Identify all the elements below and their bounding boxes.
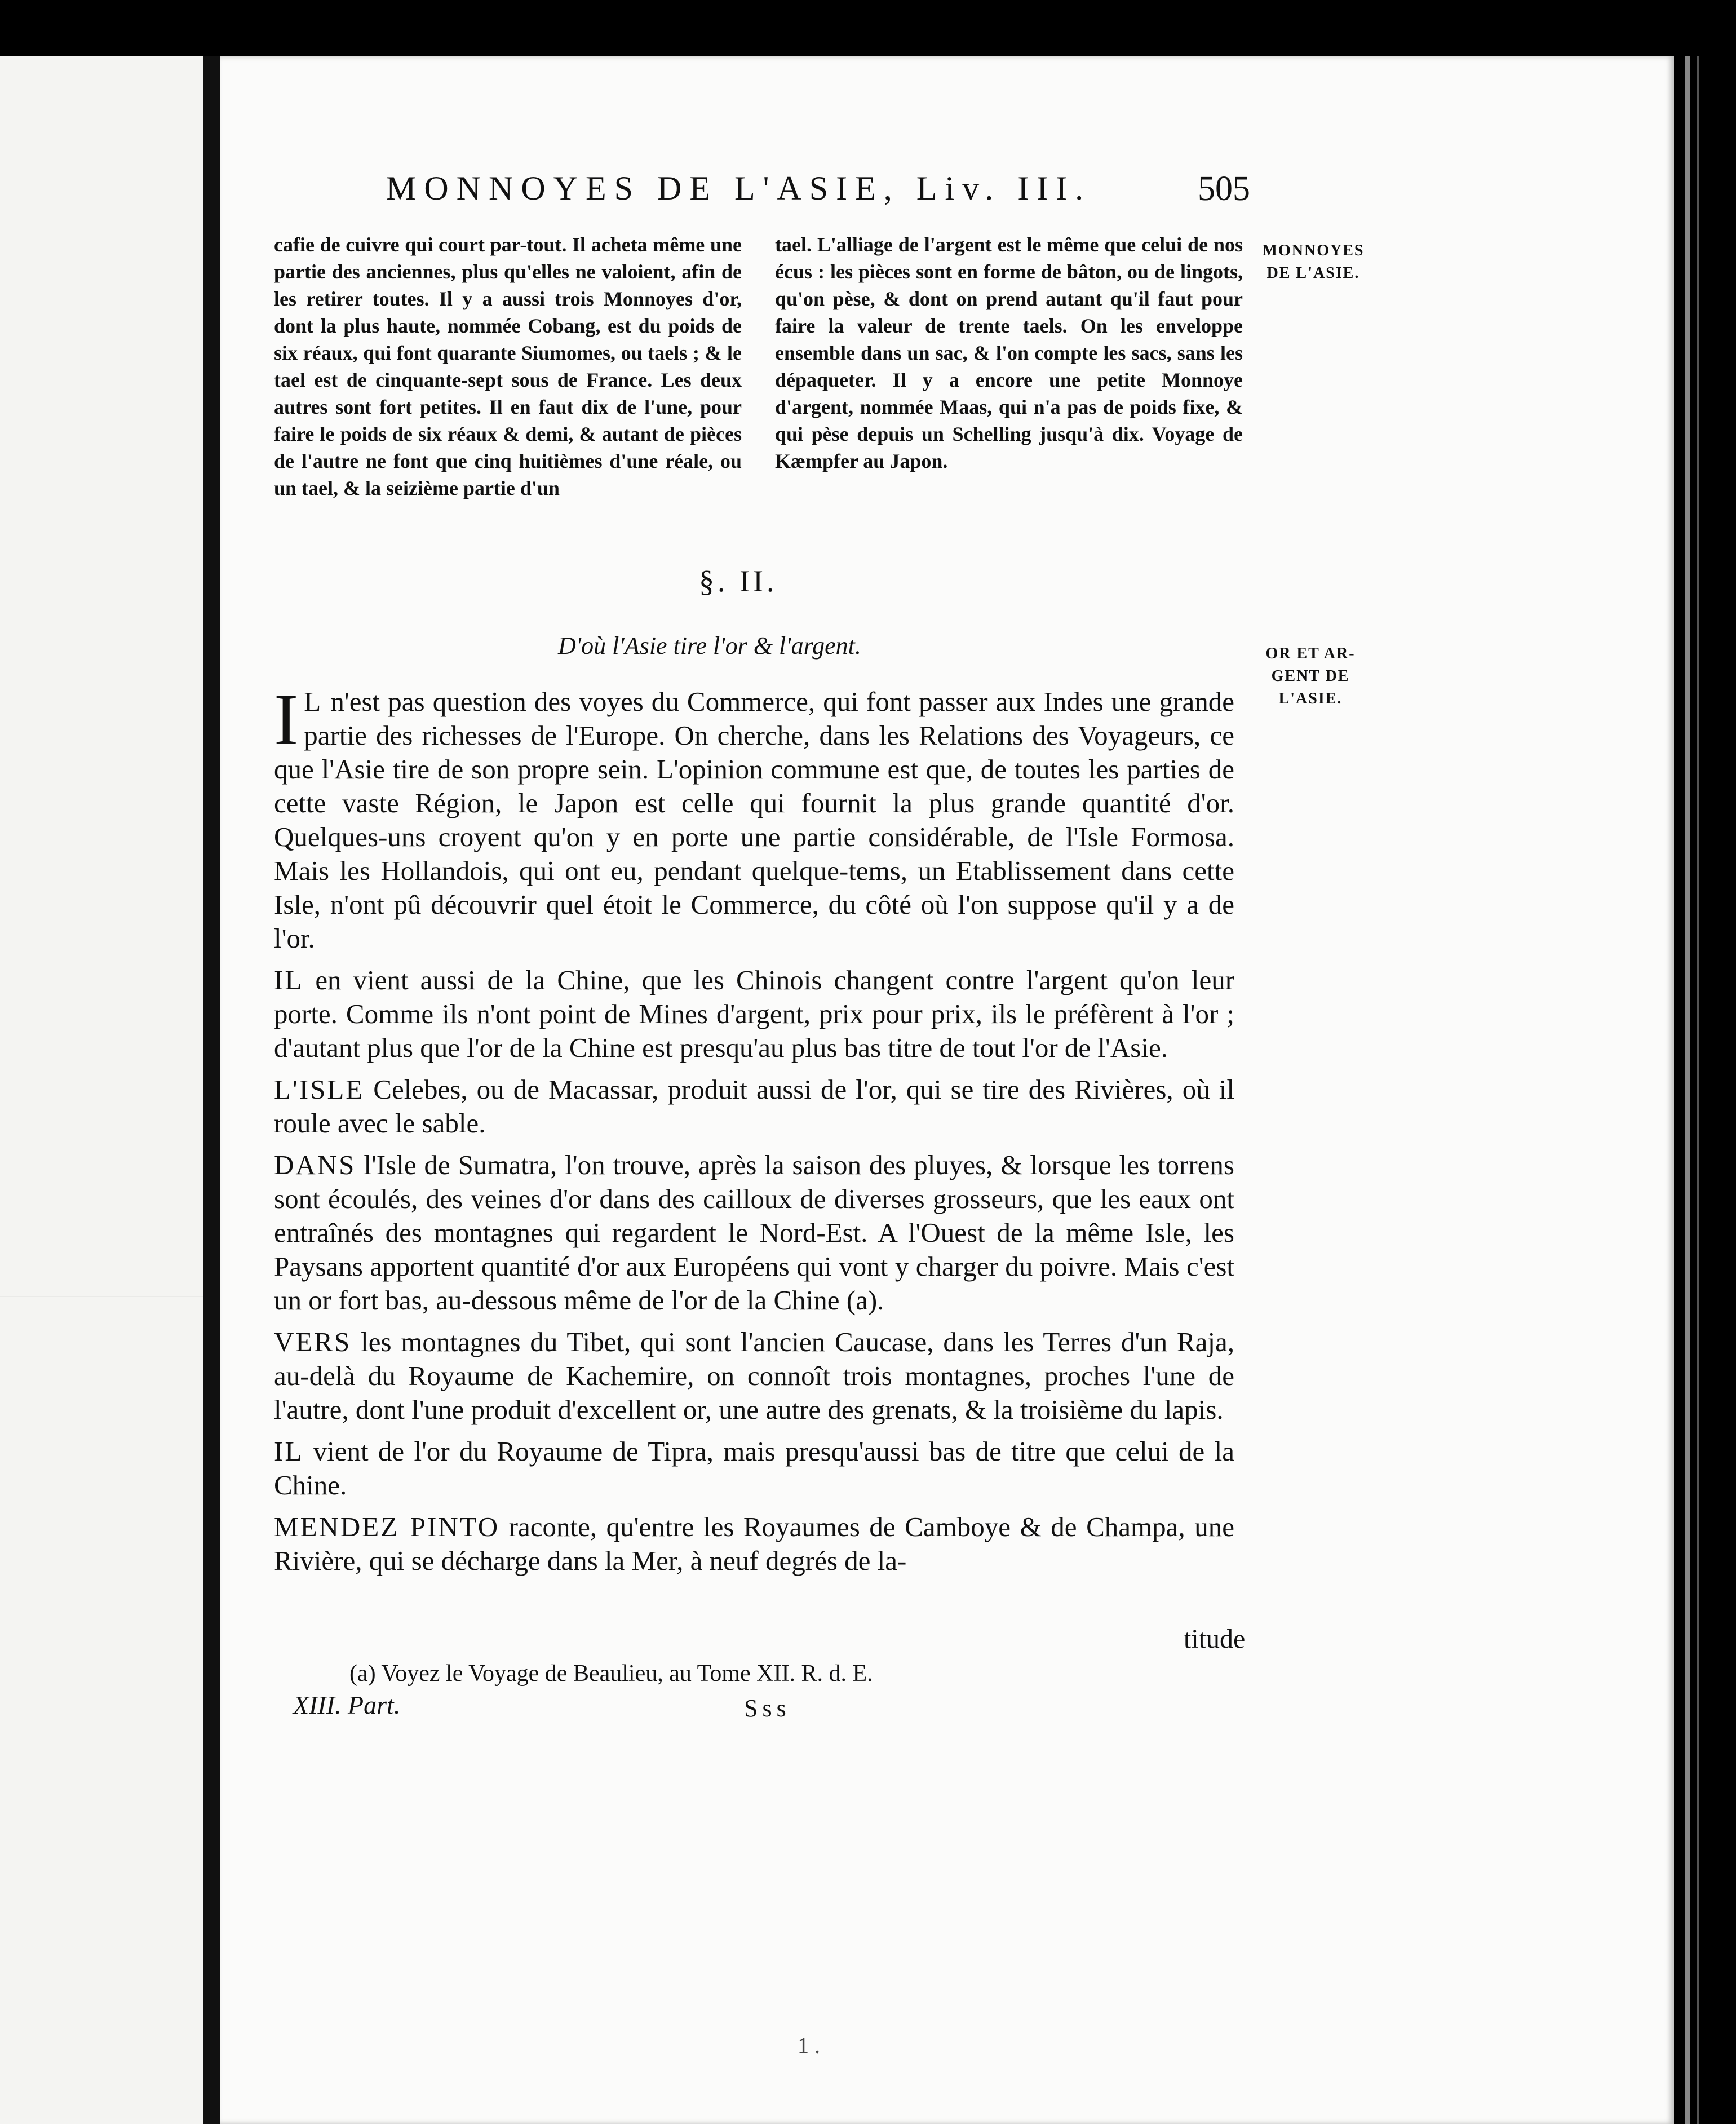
paragraph <box>274 1073 1234 1140</box>
paragraph-text: raconte, qu'entre les Royaumes de Camboye & de Champa, une Rivière, qui se décharge dans la Mer, à neuf degrés de la- <box>274 1511 1234 1576</box>
paragraph <box>274 1510 1234 1578</box>
margin-note-line: L'ASIE. <box>1278 690 1343 707</box>
top-column-left: cafie de cuivre qui court par-tout. Il acheta même une partie des anciennes, plus qu'elles ne valoient, afin de les retirer toutes. Il y a aussi trois Monnoyes d'or, dont la plus haute, nommée Cobang, est du poids de six réaux, qui font quarante Siumomes, ou taels ; & le tael est de cinquante-sept sous de France. Les deux autres sont fort petites. Il en faut dix de l'une, pour faire le poids de six réaux & demi, & autant de pièces de l'autre ne font que cinq huitièmes d'une réale, ou un tael, & la seizième partie d'un <box>274 233 742 499</box>
paragraph-lead: L'ISLE <box>274 1074 365 1105</box>
running-title: MONNOYES DE L'ASIE, Liv. III. <box>386 170 1092 207</box>
paragraph <box>274 1435 1234 1502</box>
paragraph-lead: VERS <box>274 1326 352 1357</box>
margin-note-line: DE L'ASIE. <box>1266 264 1360 282</box>
main-text <box>274 679 1235 1578</box>
paragraph-text: en vient aussi de la Chine, que les Chinois changent contre l'argent qu'on leur porte. Comme ils n'ont point de Mines d'argent, prix pour prix, ils le préfèrent à l'or ; d'autant plus que l'or de la Chine est presqu'au plus bas titre de tout l'or de l'Asie. <box>274 964 1235 1063</box>
drop-cap: I <box>274 679 299 760</box>
margin-note-line: OR ET AR- <box>1265 645 1356 662</box>
section-title: §. II. <box>699 564 778 598</box>
paragraph-text: n'est pas question des voyes du Commerce, qui font passer aux Indes une grande partie des richesses de l'Europe. On cherche, dans les Relations des Voyageurs, ce que l'Asie tire de son propre sein. L'opinion commune est que, de toutes les parties de cette vaste Région, le Japon est celle qui fournit la plus grande quantité d'or. Quelques-uns croyent qu'on y en porte une partie considérable, de l'Isle Formosa. Mais les Hollandois, qui ont eu, pendant quelque-tems, un Etablissement dans cette Isle, n'ont pû découvrir quel étoit le Commerce, du côté où l'on suppose qu'il y a de l'or. <box>274 686 1234 954</box>
paragraph-lead: MENDEZ PINTO <box>274 1511 500 1542</box>
paragraph-text: l'Isle de Sumatra, l'on trouve, après la saison des pluyes, & lorsque les torrens sont écoulés, des veines d'or dans des cailloux de diverses grosseurs, que les eaux ont entraînés des montagnes qui regardent le Nord-Est. A l'Ouest de la même Isle, les Paysans apportent quantité d'or aux Européens qui vont y charger du poivre. Mais c'est un or fort bas, au-dessous même de l'or de la Chine (a). <box>274 1149 1234 1316</box>
bottom-mark: 1 . <box>798 2033 820 2058</box>
margin-note-line: GENT DE <box>1271 667 1350 685</box>
paragraph <box>274 1325 1234 1427</box>
paragraph-text: les montagnes du Tibet, qui sont l'ancien Caucase, dans les Terres d'un Raja, au-delà du Royaume de Kachemire, on connoît trois montagnes, proches l'une de l'autre, dont l'une produit d'excellent or, une autre des grenats, & la troisième du lapis. <box>274 1326 1234 1425</box>
signature-mark: XIII. Part. <box>293 1691 401 1719</box>
top-column-right: tael. L'alliage de l'argent est le même que celui de nos écus : les pièces sont en forme de bâton, ou de lingots, qu'on pèse, & dont on prend autant qu'il faut pour faire la valeur de trente taels. On les enveloppe ensemble dans un sac, & l'on compte les sacs, sans les dépaqueter. Il y a encore une petite Monnoye d'argent, nommée Maas, qui n'a pas de poids fixe, & qui pèse depuis un Schelling jusqu'à dix. Voyage de Kæmpfer au Japon. <box>775 233 1243 472</box>
section-subtitle: D'où l'Asie tire l'or & l'argent. <box>558 632 861 660</box>
page-edge <box>1674 56 1736 2124</box>
paragraph <box>274 679 1234 955</box>
margin-note-or-et-argent <box>1243 643 1378 710</box>
page-number: 505 <box>1198 170 1250 208</box>
paragraph-lead: DANS <box>274 1149 356 1180</box>
paragraph-text: vient de l'or du Royaume de Tipra, mais presqu'aussi bas de titre que celui de la Chine. <box>274 1436 1234 1501</box>
paragraph-lead: L <box>304 686 323 717</box>
book-gutter <box>203 56 220 2124</box>
paragraph <box>274 963 1234 1065</box>
footnote: (a) Voyez le Voyage de Beaulieu, au Tome XII. R. d. E. <box>349 1661 873 1687</box>
paragraph-lead: IL <box>274 964 304 995</box>
paragraph <box>274 1148 1234 1317</box>
facing-page <box>0 56 203 2124</box>
gathering-mark: Sss <box>744 1694 791 1722</box>
margin-note-monnoyes <box>1246 240 1381 285</box>
paragraph-text: Celebes, ou de Macassar, produit aussi de l'or, qui se tire des Rivières, où il roule avec le sable. <box>274 1074 1235 1139</box>
catchword: titude <box>1184 1624 1246 1654</box>
paragraph-lead: IL <box>274 1436 304 1467</box>
margin-note-line: MONNOYES <box>1262 242 1365 259</box>
